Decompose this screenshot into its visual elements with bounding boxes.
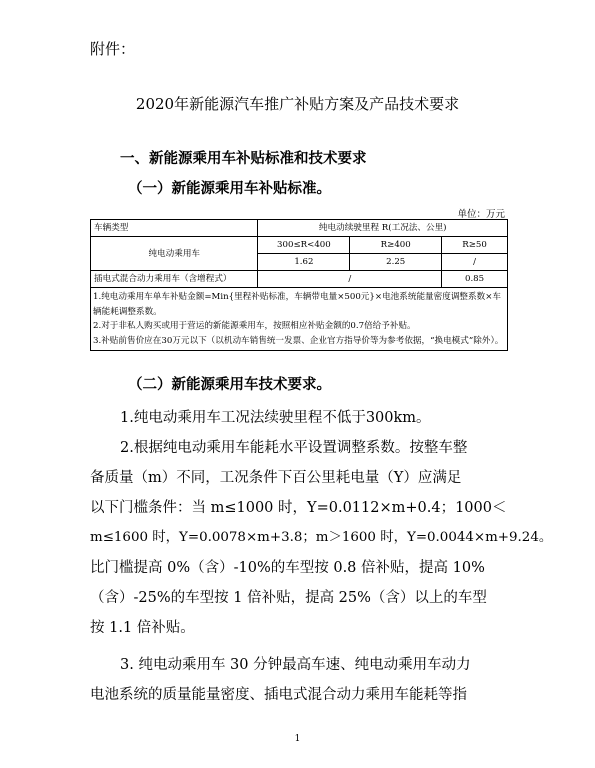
table-note-2: 2.对于非私人购买或用于营运的新能源乘用车，按照相应补贴金额的0.7倍给予补贴。 bbox=[93, 321, 416, 331]
table-cell-phev-label: 插电式混合动力乘用车（含增程式） bbox=[91, 271, 258, 288]
table-cell-phev-value-1: / bbox=[258, 271, 442, 288]
table-cell-range-3: R≥50 bbox=[442, 237, 508, 254]
body-line-1: 1.纯电动乘用车工况法续驶里程不低于300km。 bbox=[120, 410, 431, 426]
table-cell-range-2: R≥400 bbox=[350, 237, 442, 254]
table-header-vehicle-type: 车辆类型 bbox=[91, 220, 258, 237]
table-cell-bev-label: 纯电动乘用车 bbox=[91, 237, 258, 271]
body-line-2: 2.根据纯电动乘用车能耗水平设置调整系数。按整车整 bbox=[120, 440, 468, 456]
table-cell-phev-value-2: 0.85 bbox=[442, 271, 508, 288]
body-line-7: （含）-25%的车型按 1 倍补贴，提高 25%（含）以上的车型 bbox=[90, 590, 487, 606]
table-cell-bev-value-2: 2.25 bbox=[350, 254, 442, 271]
unit-label: 单位：万元 bbox=[457, 209, 505, 220]
body-line-4: 以下门槛条件：当 m≤1000 时，Y=0.0112×m+0.4；1000＜ bbox=[90, 500, 507, 516]
body-line-3: 备质量（m）不同，工况条件下百公里耗电量（Y）应满足 bbox=[90, 470, 462, 486]
body-line-6: 比门槛提高 0%（含）-10%的车型按 0.8 倍补贴，提高 10% bbox=[90, 560, 485, 576]
document-title: 2020年新能源汽车推广补贴方案及产品技术要求 bbox=[135, 95, 460, 113]
subsidy-table bbox=[90, 219, 508, 351]
attachment-label: 附件： bbox=[90, 40, 136, 58]
table-cell-range-1: 300≤R<400 bbox=[258, 237, 350, 254]
table-cell-bev-value-1: 1.62 bbox=[258, 254, 350, 271]
table-note-1: 1.纯电动乘用车单车补贴金额=Min{里程补贴标准，车辆带电量×500元}×电池系统能量密度调整系数×车辆能耗调整系数。 bbox=[93, 292, 501, 317]
body-line-8: 按 1.1 倍补贴。 bbox=[90, 620, 195, 636]
section-heading-1: 一、新能源乘用车补贴标准和技术要求 bbox=[120, 151, 367, 167]
table-cell-bev-value-3: / bbox=[442, 254, 508, 271]
table-header-range: 纯电动续驶里程 R(工况法、公里) bbox=[258, 220, 508, 237]
table-note-3: 3.补贴前售价应在30万元以下（以机动车销售统一发票、企业官方指导价等为参考依据，“换电模式”除外）。 bbox=[93, 335, 504, 346]
body-line-10: 电池系统的质量能量密度、插电式混合动力乘用车能耗等指 bbox=[90, 687, 467, 703]
table-notes bbox=[91, 288, 508, 351]
body-line-5: m≤1600 时，Y=0.0078×m+3.8；m＞1600 时，Y=0.0044×m+9.24。 bbox=[90, 530, 553, 545]
page-number: 1 bbox=[294, 734, 301, 744]
body-line-9: 3. 纯电动乘用车 30 分钟最高车速、纯电动乘用车动力 bbox=[120, 657, 471, 673]
subsection-heading-subsidy-standard: （一）新能源乘用车补贴标准。 bbox=[128, 181, 331, 197]
subsection-heading-technical-requirements: （二）新能源乘用车技术要求。 bbox=[128, 377, 331, 393]
